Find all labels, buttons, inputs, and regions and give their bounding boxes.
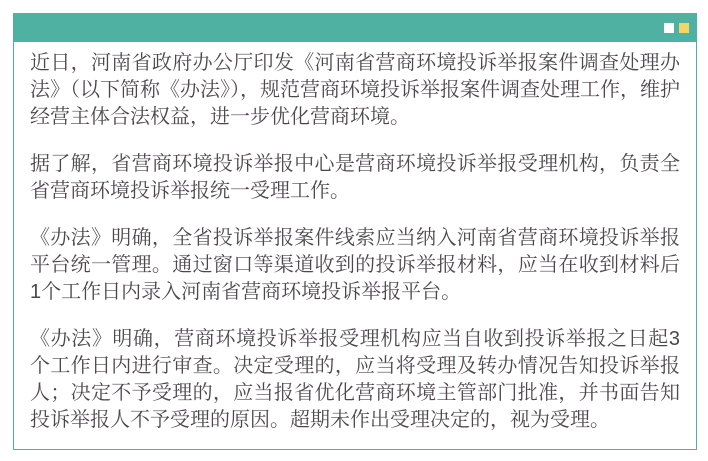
paragraph-intro: 近日，河南省政府办公厅印发《河南省营商环境投诉举报案件调查处理办法》（以下简称《办法》），规范营商环境投诉举报案件调查处理工作，维护经营主体合法权益，进一步优化营商环境。	[30, 52, 680, 128]
article-body	[13, 42, 697, 450]
decor-square-white-icon	[664, 23, 674, 33]
paragraph-acceptance-center: 据了解，省营商环境投诉举报中心是营商环境投诉举报受理机构，负责全省营商环境投诉举报统一受理工作。	[30, 153, 680, 202]
header-bar	[13, 13, 697, 42]
paragraph-review-procedure: 《办法》明确，营商环境投诉举报受理机构应当自收到投诉举报之日起3个工作日内进行审查。决定受理的，应当将受理及转办情况告知投诉举报人；决定不予受理的，应当报省优化营商环境主管部门批准，并书面告知投诉举报人不予受理的原因。超期未作出受理决定的，视为受理。	[30, 328, 680, 431]
decor-square-yellow-icon	[679, 23, 689, 33]
paragraph-platform-management: 《办法》明确，全省投诉举报案件线索应当纳入河南省营商环境投诉举报平台统一管理。通过窗口等渠道收到的投诉举报材料，应当在收到材料后1个工作日内录入河南省营商环境投诉举报平台。	[30, 227, 680, 303]
